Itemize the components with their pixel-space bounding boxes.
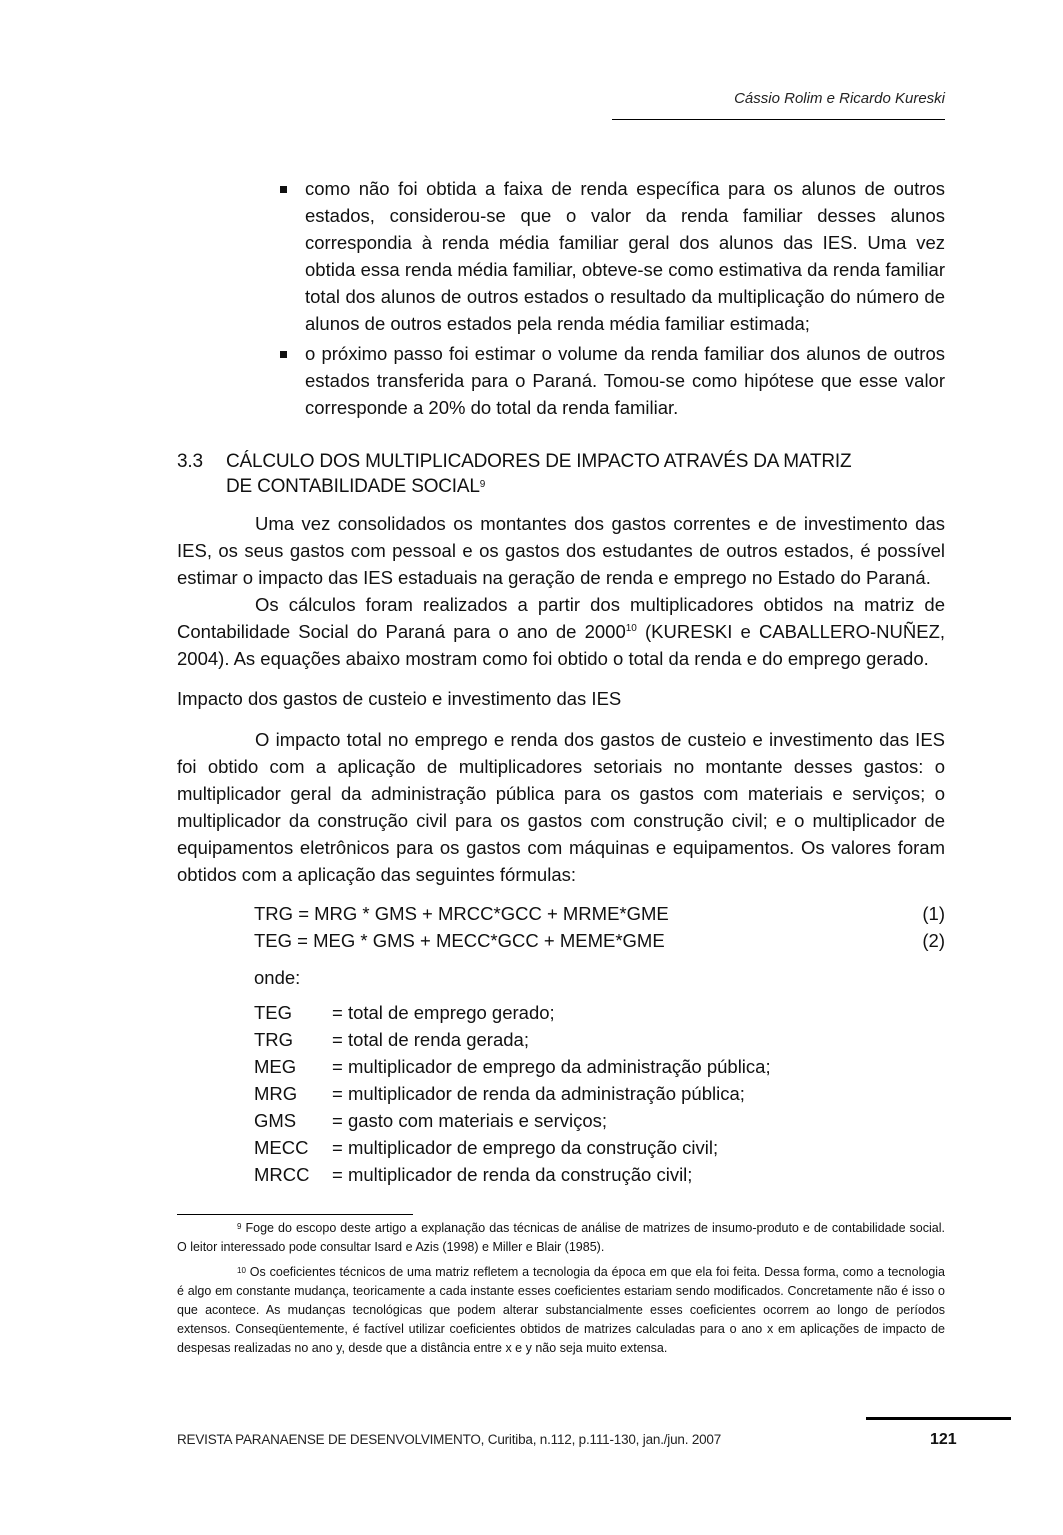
definition-row	[254, 1053, 771, 1080]
equation-formula: TEG = MEG * GMS + MECC*GCC + MEME*GME	[254, 930, 665, 951]
equation-row	[254, 927, 945, 954]
definition-row	[254, 1107, 771, 1134]
paragraph-1	[177, 510, 945, 591]
footnote-text: Os coeficientes técnicos de uma matriz refletem a tecnologia da época em que ela foi feita. Dessa forma, como a tecnologia é algo em constante mudança, teoricamente a cada instante esses coeficientes estariam sendo modificados. Concretamente não é isso o que acontece. As mudanças tecnológicas que podem alterar substancialmente esses coeficientes ocorrem ao longo de períodos extensos. Conseqüentemente, é factível utilizar coeficientes obtidos de matrizes calculadas para o ano x em aplicações de impacto de despesas realizadas no ano y, desde que a distância entre x e y não seja muito extensa.	[177, 1265, 945, 1355]
equation-number: (2)	[922, 930, 945, 951]
journal-citation: REVISTA PARANAENSE DE DESENVOLVIMENTO, Curitiba, n.112, p.111-130, jan./jun. 2007	[177, 1432, 722, 1447]
definition-text: = total de emprego gerado;	[332, 1002, 555, 1023]
section-heading	[177, 449, 937, 499]
definition-row	[254, 1080, 771, 1107]
definition-text: = total de renda gerada;	[332, 1029, 529, 1050]
definition-term: MEG	[254, 1056, 297, 1077]
bullet-list	[278, 175, 945, 424]
footnote-rule	[177, 1214, 413, 1215]
equation-formula: TRG = MRG * GMS + MRCC*GCC + MRME*GME	[254, 903, 669, 924]
paragraph-2	[177, 591, 945, 672]
definition-text: = multiplicador de renda da administração pública;	[332, 1083, 745, 1104]
paragraph-text-start: Os cálculos foram realizados a partir dos multiplicadores obtidos na matriz de Contabilidade Social do Paraná para o ano de 2000	[177, 594, 945, 642]
footnote-mark: 10	[237, 1266, 246, 1275]
definition-term: TRG	[254, 1029, 294, 1050]
footnote-10	[177, 1263, 945, 1358]
definition-text: = multiplicador de renda da construção civil;	[332, 1164, 693, 1185]
definition-term: MRCC	[254, 1164, 310, 1185]
square-bullet-icon	[280, 186, 287, 193]
page-number: 121	[930, 1431, 957, 1448]
definition-term: GMS	[254, 1110, 297, 1131]
bullet-text: como não foi obtida a faixa de renda específica para os alunos de outros estados, considerou-se que o valor da renda familiar desses alunos correspondia à renda média familiar geral dos alunos das IES. Uma vez obtida essa renda média familiar, obteve-se como estimativa da renda familiar total dos alunos de outros estados o resultado da multiplicação do número de alunos de outros estados pela renda média familiar estimada;	[305, 178, 945, 334]
equation-row	[254, 900, 945, 927]
footnote-9	[177, 1219, 945, 1257]
bullet-item	[278, 340, 945, 421]
square-bullet-icon	[280, 351, 287, 358]
definition-row	[254, 1134, 771, 1161]
footnote-ref-10[interactable]: 10	[625, 623, 637, 634]
paragraph-text: Uma vez consolidados os montantes dos gastos correntes e de investimento das IES, os seus gastos com pessoal e os gastos dos estudantes de outros estados, é possível estimar o impacto das IES estaduais na geração de renda e emprego no Estado do Paraná.	[177, 513, 945, 588]
section-number: 3.3	[177, 451, 203, 472]
definition-term: MRG	[254, 1083, 298, 1104]
definition-text: = multiplicador de emprego da construção civil;	[332, 1137, 719, 1158]
definitions-list	[254, 999, 771, 1188]
bullet-text: o próximo passo foi estimar o volume da renda familiar dos alunos de outros estados transferida para o Paraná. Tomou-se como hipótese que esse valor corresponde a 20% do total da renda familiar.	[305, 343, 945, 418]
section-title-line2: DE CONTABILIDADE SOCIAL	[226, 476, 480, 497]
definition-text: = multiplicador de emprego da administração pública;	[332, 1056, 771, 1077]
footnote-ref-9[interactable]: 9	[479, 479, 486, 490]
bullet-item	[278, 175, 945, 337]
equation-number: (1)	[922, 903, 945, 924]
section-title-line1: CÁLCULO DOS MULTIPLICADORES DE IMPACTO ATRAVÉS DA MATRIZ	[226, 451, 852, 472]
paragraph-3	[177, 726, 945, 888]
equations-block	[254, 900, 945, 954]
footnote-mark: 9	[237, 1222, 242, 1231]
definition-row	[254, 1161, 771, 1188]
definition-term: MECC	[254, 1137, 309, 1158]
onde-label: onde:	[254, 967, 301, 988]
footnote-text: Foge do escopo deste artigo a explanação das técnicas de análise de matrizes de insumo-produto e de contabilidade social. O leitor interessado pode consultar Isard e Azis (1998) e Miller e Blair (1985).	[177, 1221, 945, 1254]
definition-text: = gasto com materiais e serviços;	[332, 1110, 608, 1131]
header-rule	[612, 119, 945, 120]
definition-term: TEG	[254, 1002, 293, 1023]
definition-row	[254, 1026, 771, 1053]
paragraph-text: O impacto total no emprego e renda dos gastos de custeio e investimento das IES foi obtido com a aplicação de multiplicadores setoriais no montante desses gastos: o multiplicador geral da administração pública para os gastos com materiais e serviços; o multiplicador da construção civil para os gastos com construção civil; e o multiplicador de equipamentos eletrônicos para os gastos com máquinas e equipamentos. Os valores foram obtidos com a aplicação das seguintes fórmulas:	[177, 729, 945, 885]
subheading: Impacto dos gastos de custeio e investimento das IES	[177, 688, 622, 709]
paragraph-text-end: (KURESKI e CABALLERO-NUÑEZ, 2004). As equações abaixo mostram como foi obtido o total da renda e do emprego gerado.	[177, 621, 946, 669]
footer-rule	[866, 1417, 1011, 1420]
running-head-authors: Cássio Rolim e Ricardo Kureski	[734, 90, 945, 107]
definition-row	[254, 999, 771, 1026]
